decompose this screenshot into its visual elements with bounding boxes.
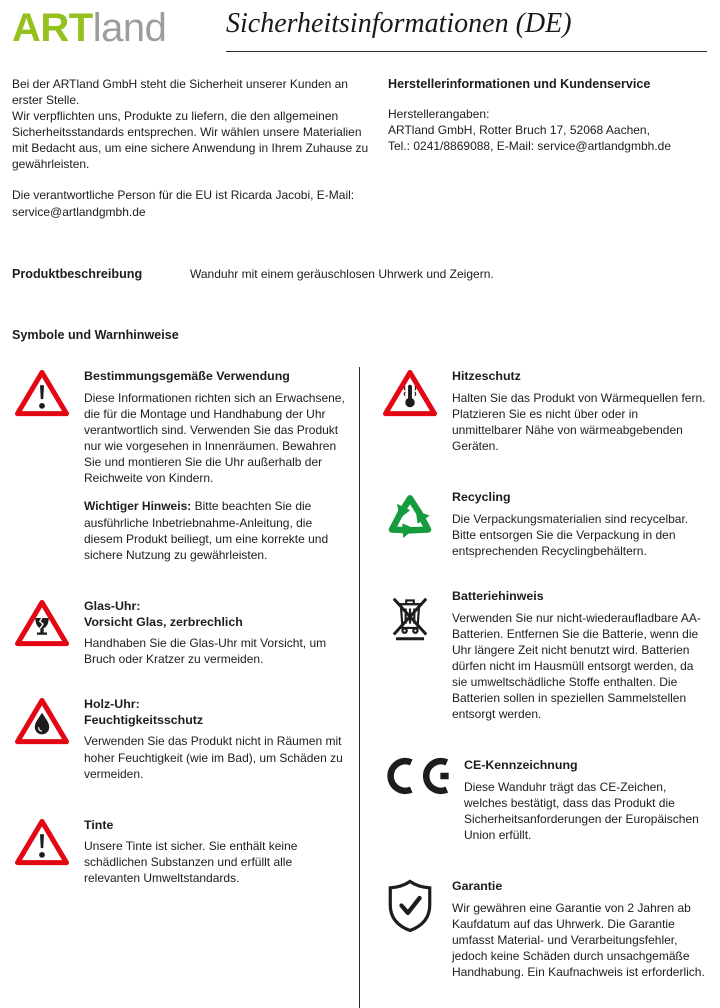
warning-title: Glas-Uhr: Vorsicht Glas, zerbrechlich	[84, 598, 243, 629]
warning-triangle-exclamation-icon	[12, 367, 72, 562]
warning-note-text: Bitte beachten Sie die ausführliche Inbetriebnahme-Anleitung, die diesem Produkt beiliegt, um eine korrekte und sichere Nutzung zu gewährleisten.	[84, 499, 329, 562]
warning-body: Halten Sie das Produkt von Wärmequellen fern. Platzieren Sie es nicht über oder in unmittelbarer Nähe von wärmeabgebenden Geräten.	[452, 390, 706, 454]
warning-item-glass-clock	[12, 597, 347, 667]
warranty-shield-icon	[380, 877, 440, 980]
warning-body: Wir gewähren eine Garantie von 2 Jahren ab Kaufdatum auf das Uhrwerk. Die Garantie umfasst Material- und Verarbeitungsfehler, jedoch keine Schäden durch unsachgemäße Handhabung. Ein Kaufnachweis ist erforderlich.	[452, 900, 705, 980]
manufacturer-line-2: ARTland GmbH, Rotter Bruch 17, 52068 Aachen,	[388, 122, 650, 137]
symbols-left-column	[12, 367, 360, 1008]
ce-mark-icon	[380, 756, 452, 843]
warning-body: Handhaben Sie die Glas-Uhr mit Vorsicht, um Bruch oder Kratzer zu vermeiden.	[84, 636, 327, 667]
intro-paragraph-1: Bei der ARTland GmbH steht die Sicherheit unserer Kunden an erster Stelle.	[12, 77, 348, 108]
warning-body: Diese Wanduhr trägt das CE-Zeichen, welches bestätigt, dass das Produkt die Sicherheitsanforderungen der Europäischen Union erfüllt.	[464, 779, 699, 843]
warning-title: CE-Kennzeichnung	[464, 758, 578, 773]
warning-body: Verwenden Sie das Produkt nicht in Räumen mit hoher Feuchtigkeit (wie im Bad), um Schäden zu vermeiden.	[84, 734, 343, 781]
warning-title: Tinte	[84, 817, 114, 832]
warning-item-recycling	[380, 488, 707, 559]
manufacturer-info-column	[370, 76, 707, 220]
warning-title: Batteriehinweis	[452, 589, 544, 604]
warning-body: Unsere Tinte ist sicher. Sie enthält keine schädlichen Substanzen und erfüllt alle relevanten Umweltstandards.	[84, 839, 298, 886]
warning-title: Recycling	[452, 490, 511, 505]
crossed-out-bin-icon	[380, 587, 440, 722]
warning-title: Holz-Uhr: Feuchtigkeitsschutz	[84, 697, 204, 728]
warning-item-battery	[380, 587, 707, 722]
warning-body: Die Verpackungsmaterialien sind recycelbar. Bitte entsorgen Sie die Verpackung in den entsprechenden Recyclingbehältern.	[452, 511, 689, 559]
warning-note	[84, 498, 347, 562]
warning-note-lead: Wichtiger Hinweis:	[84, 499, 192, 514]
warning-body: Diese Informationen richten sich an Erwachsene, die für die Montage und Handhabung der Uhr verantwortlich sind. Verwenden Sie das Produkt nur wie vorgesehen in Innenräumen. Bewahren Sie und montieren Sie die Uhr außerhalb der Reichweite von Kindern.	[84, 390, 345, 486]
warning-title: Hitzeschutz	[452, 369, 521, 384]
manufacturer-heading: Herstellerinformationen und Kundenservice	[388, 77, 651, 91]
moisture-warning-triangle-icon	[12, 695, 72, 781]
title-underline	[226, 9, 707, 52]
logo-text-art: ART	[12, 6, 93, 50]
page-title: Sicherheitsinformationen (DE)	[226, 8, 572, 40]
warning-item-intended-use	[12, 367, 347, 562]
responsible-person-paragraph: Die verantwortliche Person für die EU ist Ricarda Jacobi, E-Mail: service@artlandgmbh.de	[12, 188, 355, 219]
warning-title: Bestimmungsgemäße Verwendung	[84, 369, 290, 384]
recycling-icon	[380, 488, 440, 559]
logo-text-land: land	[92, 6, 167, 50]
warning-title: Garantie	[452, 879, 503, 894]
heat-warning-triangle-icon	[380, 367, 440, 454]
warning-text-block	[72, 695, 347, 781]
manufacturer-line-3: Tel.: 0241/8869088, E-Mail: service@artlandgmbh.de	[388, 139, 672, 154]
warning-text-block	[440, 367, 707, 454]
warning-body: Verwenden Sie nur nicht-wiederaufladbare AA-Batterien. Entfernen Sie die Batterie, wenn die Uhr längere Zeit nicht benutzt wird. Batterien dürfen nicht im Hausmüll entsorgt werden, da sie umweltschädliche Stoffe enthalten. Die Batterien sollen in speziellen Sammelstellen entsorgt werden.	[452, 610, 701, 722]
warning-text-block	[72, 816, 347, 887]
warning-item-ce-mark	[380, 756, 707, 843]
warning-item-heat	[380, 367, 707, 454]
symbols-right-column	[360, 367, 707, 1008]
intro-paragraph-2: Wir verpflichten uns, Produkte zu liefern, die den allgemeinen Sicherheitsstandards entsprechen. Wir wählen unsere Materialien mit Bedacht aus, um eine sichere Anwendung in Ihrem Zuhause zu gewährleisten.	[12, 109, 369, 172]
symbols-section-heading: Symbole und Warnhinweise	[12, 327, 179, 342]
warning-item-ink	[12, 816, 347, 887]
intro-text-column	[12, 76, 370, 220]
product-description-text: Wanduhr mit einem geräuschlosen Uhrwerk und Zeigern.	[190, 266, 494, 281]
warning-text-block	[440, 488, 707, 559]
intro-section	[12, 76, 707, 220]
product-description-label: Produktbeschreibung	[12, 266, 143, 281]
product-description-section	[12, 266, 707, 283]
glass-warning-triangle-icon	[12, 597, 72, 667]
warning-item-wood-clock	[12, 695, 347, 781]
warning-text-block	[452, 756, 707, 843]
warning-item-warranty	[380, 877, 707, 980]
warning-text-block	[440, 587, 707, 722]
symbols-section	[12, 367, 707, 1008]
warning-text-block	[72, 597, 347, 667]
manufacturer-line-1: Herstellerangaben:	[388, 106, 490, 121]
warning-triangle-exclamation-icon	[12, 816, 72, 887]
artland-logo	[12, 8, 226, 48]
warning-text-block	[72, 367, 347, 562]
document-header	[12, 8, 707, 52]
warning-text-block	[440, 877, 707, 980]
